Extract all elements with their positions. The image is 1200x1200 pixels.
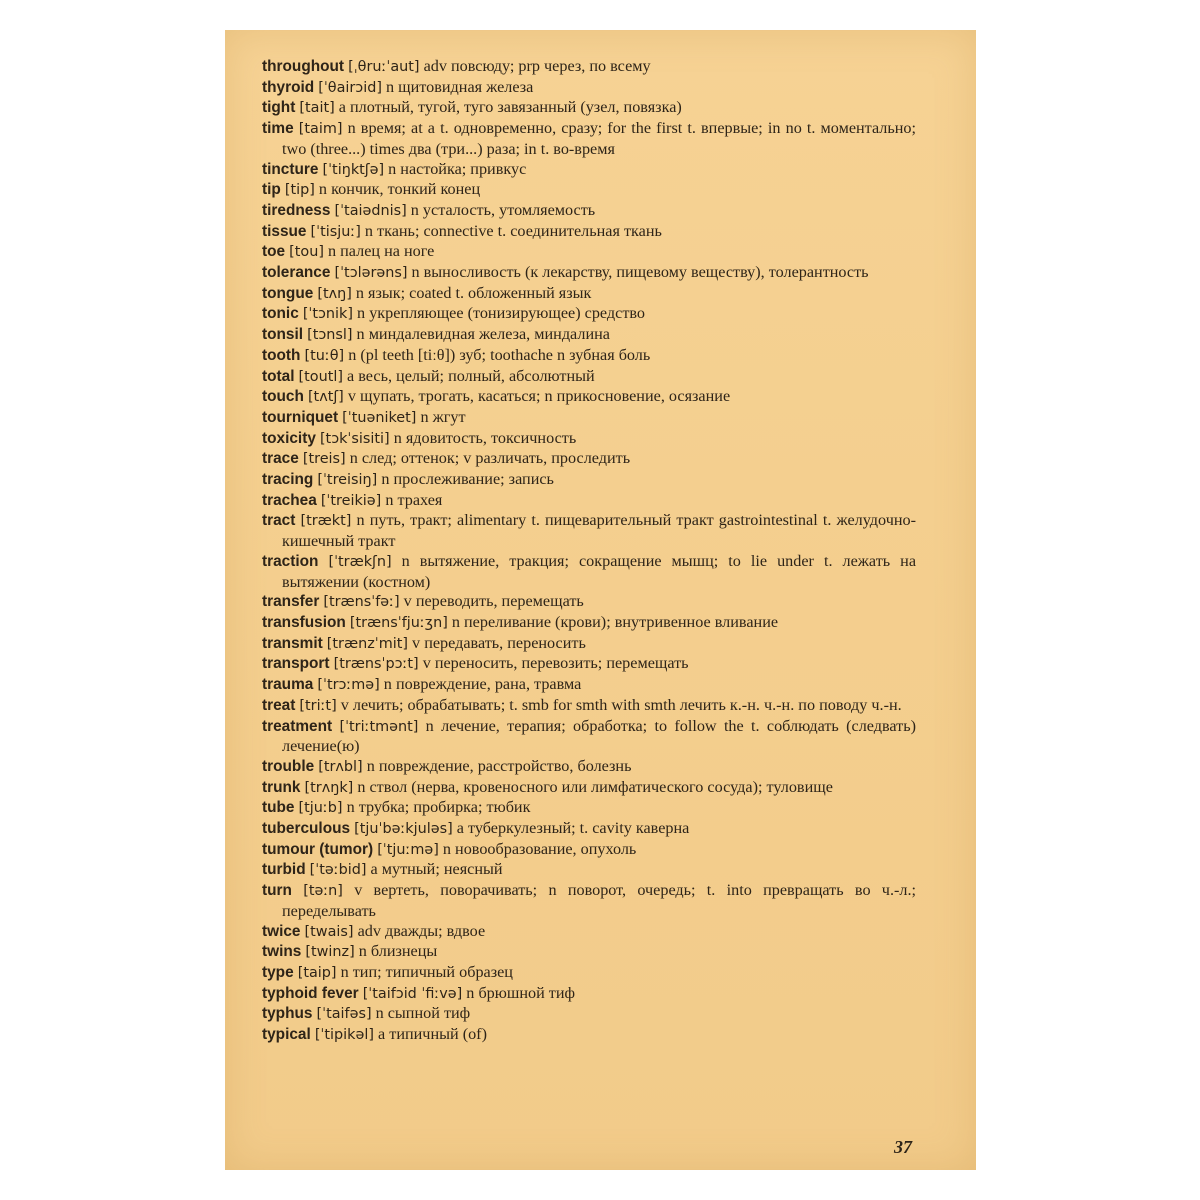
- entry-transcription: [ˈtjuːmə]: [377, 841, 439, 858]
- entry-definition: n путь, тракт; alimentary t. пищеварительный тракт gastrointestinal t. желудочно-кишечный тракт: [282, 511, 916, 551]
- entry-headword: tongue: [262, 284, 314, 302]
- entry-transcription: [ˈtisjuː]: [310, 223, 361, 240]
- entry-transcription: [tou]: [289, 244, 324, 261]
- dictionary-entry: [262, 491, 916, 512]
- dictionary-entry: [262, 367, 916, 388]
- entry-headword: tissue: [262, 222, 307, 240]
- entry-definition: n укрепляющее (тонизирующее) средство: [357, 304, 646, 323]
- entry-definition: n усталость, утомляемость: [410, 200, 596, 219]
- entry-transcription: [ˈtriːtmənt]: [339, 718, 419, 735]
- entry-headword: toxicity: [262, 429, 316, 447]
- entry-headword: tract: [262, 512, 296, 530]
- entry-transcription: [ˈθairɔid]: [318, 79, 382, 96]
- entry-headword: tight: [262, 99, 296, 117]
- entry-headword: typhoid fever: [262, 984, 359, 1002]
- entry-definition: n трубка; пробирка; тюбик: [346, 798, 531, 817]
- entry-headword: twice: [262, 922, 301, 940]
- entry-definition: n миндалевидная железа, миндалина: [356, 325, 610, 344]
- entry-headword: treatment: [262, 717, 333, 735]
- dictionary-entry: [262, 222, 916, 243]
- dictionary-entry: [262, 325, 916, 346]
- dictionary-entry: [262, 717, 916, 757]
- dictionary-entry: [262, 304, 916, 325]
- entry-transcription: [trænzˈmit]: [326, 635, 408, 652]
- entry-transcription: [tʌtʃ]: [307, 389, 344, 406]
- entry-headword: toe: [262, 243, 286, 261]
- entry-definition: v передавать, переносить: [412, 633, 586, 652]
- dictionary-entry: [262, 429, 916, 450]
- entry-headword: typical: [262, 1026, 311, 1044]
- entry-definition: n щитовидная железа: [386, 77, 534, 96]
- entry-headword: typhus: [262, 1005, 313, 1023]
- dictionary-entry: [262, 346, 916, 367]
- entry-headword: trachea: [262, 491, 317, 509]
- entry-headword: thyroid: [262, 78, 315, 96]
- dictionary-entry: [262, 819, 916, 840]
- entry-headword: total: [262, 367, 295, 385]
- entry-headword: throughout: [262, 58, 345, 75]
- dictionary-entry: [262, 860, 916, 881]
- entry-headword: turn: [262, 882, 292, 900]
- entry-transcription: [tuːθ]: [304, 347, 345, 364]
- entry-headword: tincture: [262, 160, 319, 178]
- entry-headword: tooth: [262, 346, 301, 364]
- entry-transcription: [trʌbl]: [318, 758, 363, 775]
- entry-definition: v переносить, перевозить; перемещать: [422, 654, 689, 673]
- entry-definition: a типичный (of): [378, 1025, 487, 1044]
- entry-definition: n переливание (крови); внутривенное вливание: [451, 612, 779, 631]
- entry-definition: n новообразование, опухоль: [442, 839, 637, 858]
- entry-definition: n тип; типичный образец: [340, 962, 513, 981]
- dictionary-entry: [262, 613, 916, 634]
- entry-definition: n повреждение, рана, травма: [383, 675, 582, 694]
- dictionary-entry: [262, 984, 916, 1005]
- entry-headword: tourniquet: [262, 408, 339, 426]
- dictionary-entry: [262, 98, 916, 119]
- entry-transcription: [ˈtipikəl]: [314, 1027, 374, 1044]
- dictionary-entry: [262, 284, 916, 305]
- dictionary-entry: [262, 470, 916, 491]
- dictionary-entry: [262, 922, 916, 943]
- entry-transcription: [ˈtaifəs]: [316, 1006, 372, 1023]
- entry-transcription: [trænsˈfjuːʒn]: [349, 614, 448, 631]
- entry-transcription: [trʌŋk]: [304, 779, 354, 796]
- dictionary-entry: [262, 840, 916, 861]
- dictionary-entry: [262, 757, 916, 778]
- entry-transcription: [ˈtaifɔid ˈfiːvə]: [362, 985, 463, 1002]
- entry-list: [262, 57, 916, 1046]
- entry-definition: a весь, целый; полный, абсолютный: [347, 366, 595, 385]
- dictionary-entry: [262, 263, 916, 284]
- entry-transcription: [tait]: [299, 100, 335, 117]
- entry-definition: adv повсюду; prp через, по всему: [423, 57, 651, 75]
- entry-headword: tip: [262, 181, 281, 199]
- entry-transcription: [tʌŋ]: [317, 285, 352, 302]
- entry-transcription: [twinz]: [305, 944, 355, 961]
- entry-definition: a мутный; неясный: [370, 860, 503, 879]
- dictionary-entry: [262, 57, 916, 78]
- entry-headword: trouble: [262, 757, 315, 775]
- entry-transcription: [treis]: [302, 451, 346, 468]
- dictionary-entry: [262, 119, 916, 159]
- dictionary-entry: [262, 242, 916, 263]
- dictionary-entry: [262, 942, 916, 963]
- entry-headword: trace: [262, 450, 299, 468]
- dictionary-entry: [262, 963, 916, 984]
- entry-headword: touch: [262, 388, 304, 406]
- entry-headword: tube: [262, 799, 295, 817]
- entry-headword: twins: [262, 943, 302, 961]
- entry-transcription: [tip]: [284, 182, 315, 199]
- entry-definition: a плотный, тугой, туго завязанный (узел, повязка): [338, 98, 682, 117]
- entry-definition: n трахея: [385, 490, 443, 509]
- entry-definition: n выносливость (к лекарству, пищевому веществу), толерантность: [411, 263, 869, 282]
- entry-transcription: [tjuˈbəːkjuləs]: [354, 821, 453, 838]
- entry-transcription: [triːt]: [299, 697, 337, 714]
- entry-definition: a туберкулезный; t. cavity каверна: [456, 819, 690, 838]
- entry-headword: tiredness: [262, 201, 331, 219]
- dictionary-entry: [262, 881, 916, 921]
- dictionary-entry: [262, 592, 916, 613]
- entry-transcription: [tɔkˈsisiti]: [319, 430, 390, 447]
- dictionary-entry: [262, 634, 916, 655]
- entry-definition: n язык; coated t. обложенный язык: [355, 283, 592, 302]
- dictionary-entry: [262, 654, 916, 675]
- entry-transcription: [tjuːb]: [298, 800, 343, 817]
- dictionary-entry: [262, 778, 916, 799]
- entry-definition: n палец на ноге: [327, 242, 435, 261]
- dictionary-entry: [262, 798, 916, 819]
- dictionary-entry: [262, 552, 916, 592]
- entry-transcription: [trænsˈpɔːt]: [333, 656, 419, 673]
- entry-transcription: [ˈtɔlərəns]: [334, 265, 408, 282]
- entry-definition: n вытяжение, тракция; сокращение мышц; to lie under t. лежать на вытяжении (костном): [282, 551, 917, 591]
- entry-headword: time: [262, 120, 294, 138]
- entry-headword: transmit: [262, 634, 323, 652]
- entry-definition: n жгут: [420, 407, 466, 426]
- dictionary-entry: [262, 511, 916, 551]
- dictionary-entry: [262, 1025, 916, 1046]
- entry-headword: tonic: [262, 305, 299, 323]
- dictionary-entry: [262, 387, 916, 408]
- entry-transcription: [təːn]: [303, 883, 343, 900]
- entry-transcription: [ˈtɔnik]: [302, 306, 353, 323]
- entry-definition: adv дважды; вдвое: [357, 921, 486, 940]
- entry-transcription: [twais]: [304, 923, 354, 940]
- entry-transcription: [taim]: [298, 121, 343, 138]
- dictionary-page: [225, 30, 976, 1170]
- dictionary-entry: [262, 1004, 916, 1025]
- entry-definition: n (pl teeth [tiːθ]) зуб; toothache n зубная боль: [348, 345, 651, 364]
- entry-headword: treat: [262, 696, 296, 714]
- dictionary-entry: [262, 449, 916, 470]
- entry-definition: v лечить; обрабатывать; t. smb for smth with smth лечить к.-н. ч.-н. по поводу ч.-н.: [340, 695, 902, 714]
- entry-transcription: [ˈtrɔːmə]: [317, 677, 380, 694]
- entry-transcription: [taip]: [297, 964, 337, 981]
- entry-headword: trauma: [262, 676, 314, 694]
- entry-headword: transfusion: [262, 613, 346, 631]
- entry-definition: n прослеживание; запись: [381, 470, 554, 489]
- entry-headword: tonsil: [262, 326, 304, 344]
- entry-transcription: [toutl]: [298, 368, 343, 385]
- page-number: 37: [894, 1137, 912, 1157]
- entry-definition: n кончик, тонкий конец: [318, 180, 481, 199]
- entry-headword: transport: [262, 655, 330, 673]
- entry-definition: n время; at a t. одновременно, сразу; for the first t. впервые; in no t. моментально; two (three...) times два (три...) раза; in t. во-время: [282, 119, 916, 158]
- entry-transcription: [trækt]: [300, 513, 352, 530]
- entry-transcription: [ˈtreikiə]: [320, 492, 382, 509]
- entry-transcription: [trænsˈfəː]: [323, 594, 400, 611]
- entry-headword: type: [262, 963, 294, 981]
- entry-definition: v щупать, трогать, касаться; n прикосновение, осязание: [347, 387, 731, 406]
- entry-transcription: [ˌθruːˈaut]: [348, 59, 420, 75]
- entry-headword: tolerance: [262, 264, 331, 282]
- entry-headword: turbid: [262, 861, 306, 879]
- entry-headword: tuberculous: [262, 820, 351, 838]
- entry-definition: n сыпной тиф: [375, 1004, 471, 1023]
- entry-headword: tracing: [262, 471, 314, 489]
- entry-definition: n лечение, терапия; обработка; to follow the t. соблюдать (следвать) лечение(ю): [282, 716, 917, 756]
- dictionary-entry: [262, 180, 916, 201]
- dictionary-entry: [262, 201, 916, 222]
- entry-definition: n брюшной тиф: [466, 983, 576, 1002]
- entry-transcription: [ˈtiŋktʃə]: [322, 161, 385, 178]
- entry-transcription: [ˈtrækʃn]: [328, 553, 392, 570]
- entry-transcription: [ˈtuəniket]: [342, 409, 417, 426]
- entry-headword: traction: [262, 552, 319, 570]
- entry-headword: trunk: [262, 778, 301, 796]
- dictionary-entry: [262, 78, 916, 99]
- entry-transcription: [ˈtaiədnis]: [334, 202, 407, 219]
- entry-definition: n след; оттенок; v различать, проследить: [349, 449, 631, 468]
- entry-definition: v вертеть, поворачивать; n поворот, очередь; t. into превращать во ч.-л.; переделывать: [282, 881, 917, 920]
- entry-definition: n повреждение, расстройство, болезнь: [366, 756, 632, 775]
- entry-definition: n ткань; connective t. соединительная ткань: [364, 221, 662, 240]
- dictionary-entry: [262, 675, 916, 696]
- entry-headword: transfer: [262, 593, 320, 611]
- entry-definition: n ядовитость, токсичность: [393, 428, 577, 447]
- entry-definition: n ствол (нерва, кровеносного или лимфатического сосуда); туловище: [357, 777, 833, 796]
- entry-definition: n настойка; привкус: [388, 159, 527, 178]
- entry-definition: n близнецы: [358, 942, 438, 961]
- entry-definition: v переводить, перемещать: [403, 592, 584, 611]
- dictionary-entry: [262, 160, 916, 181]
- entry-transcription: [tɔnsl]: [307, 327, 353, 344]
- dictionary-entry: [262, 696, 916, 717]
- entry-headword: tumour (tumor): [262, 840, 374, 858]
- dictionary-entry: [262, 408, 916, 429]
- entry-transcription: [ˈtəːbid]: [309, 862, 367, 879]
- entry-transcription: [ˈtreisiŋ]: [317, 472, 378, 489]
